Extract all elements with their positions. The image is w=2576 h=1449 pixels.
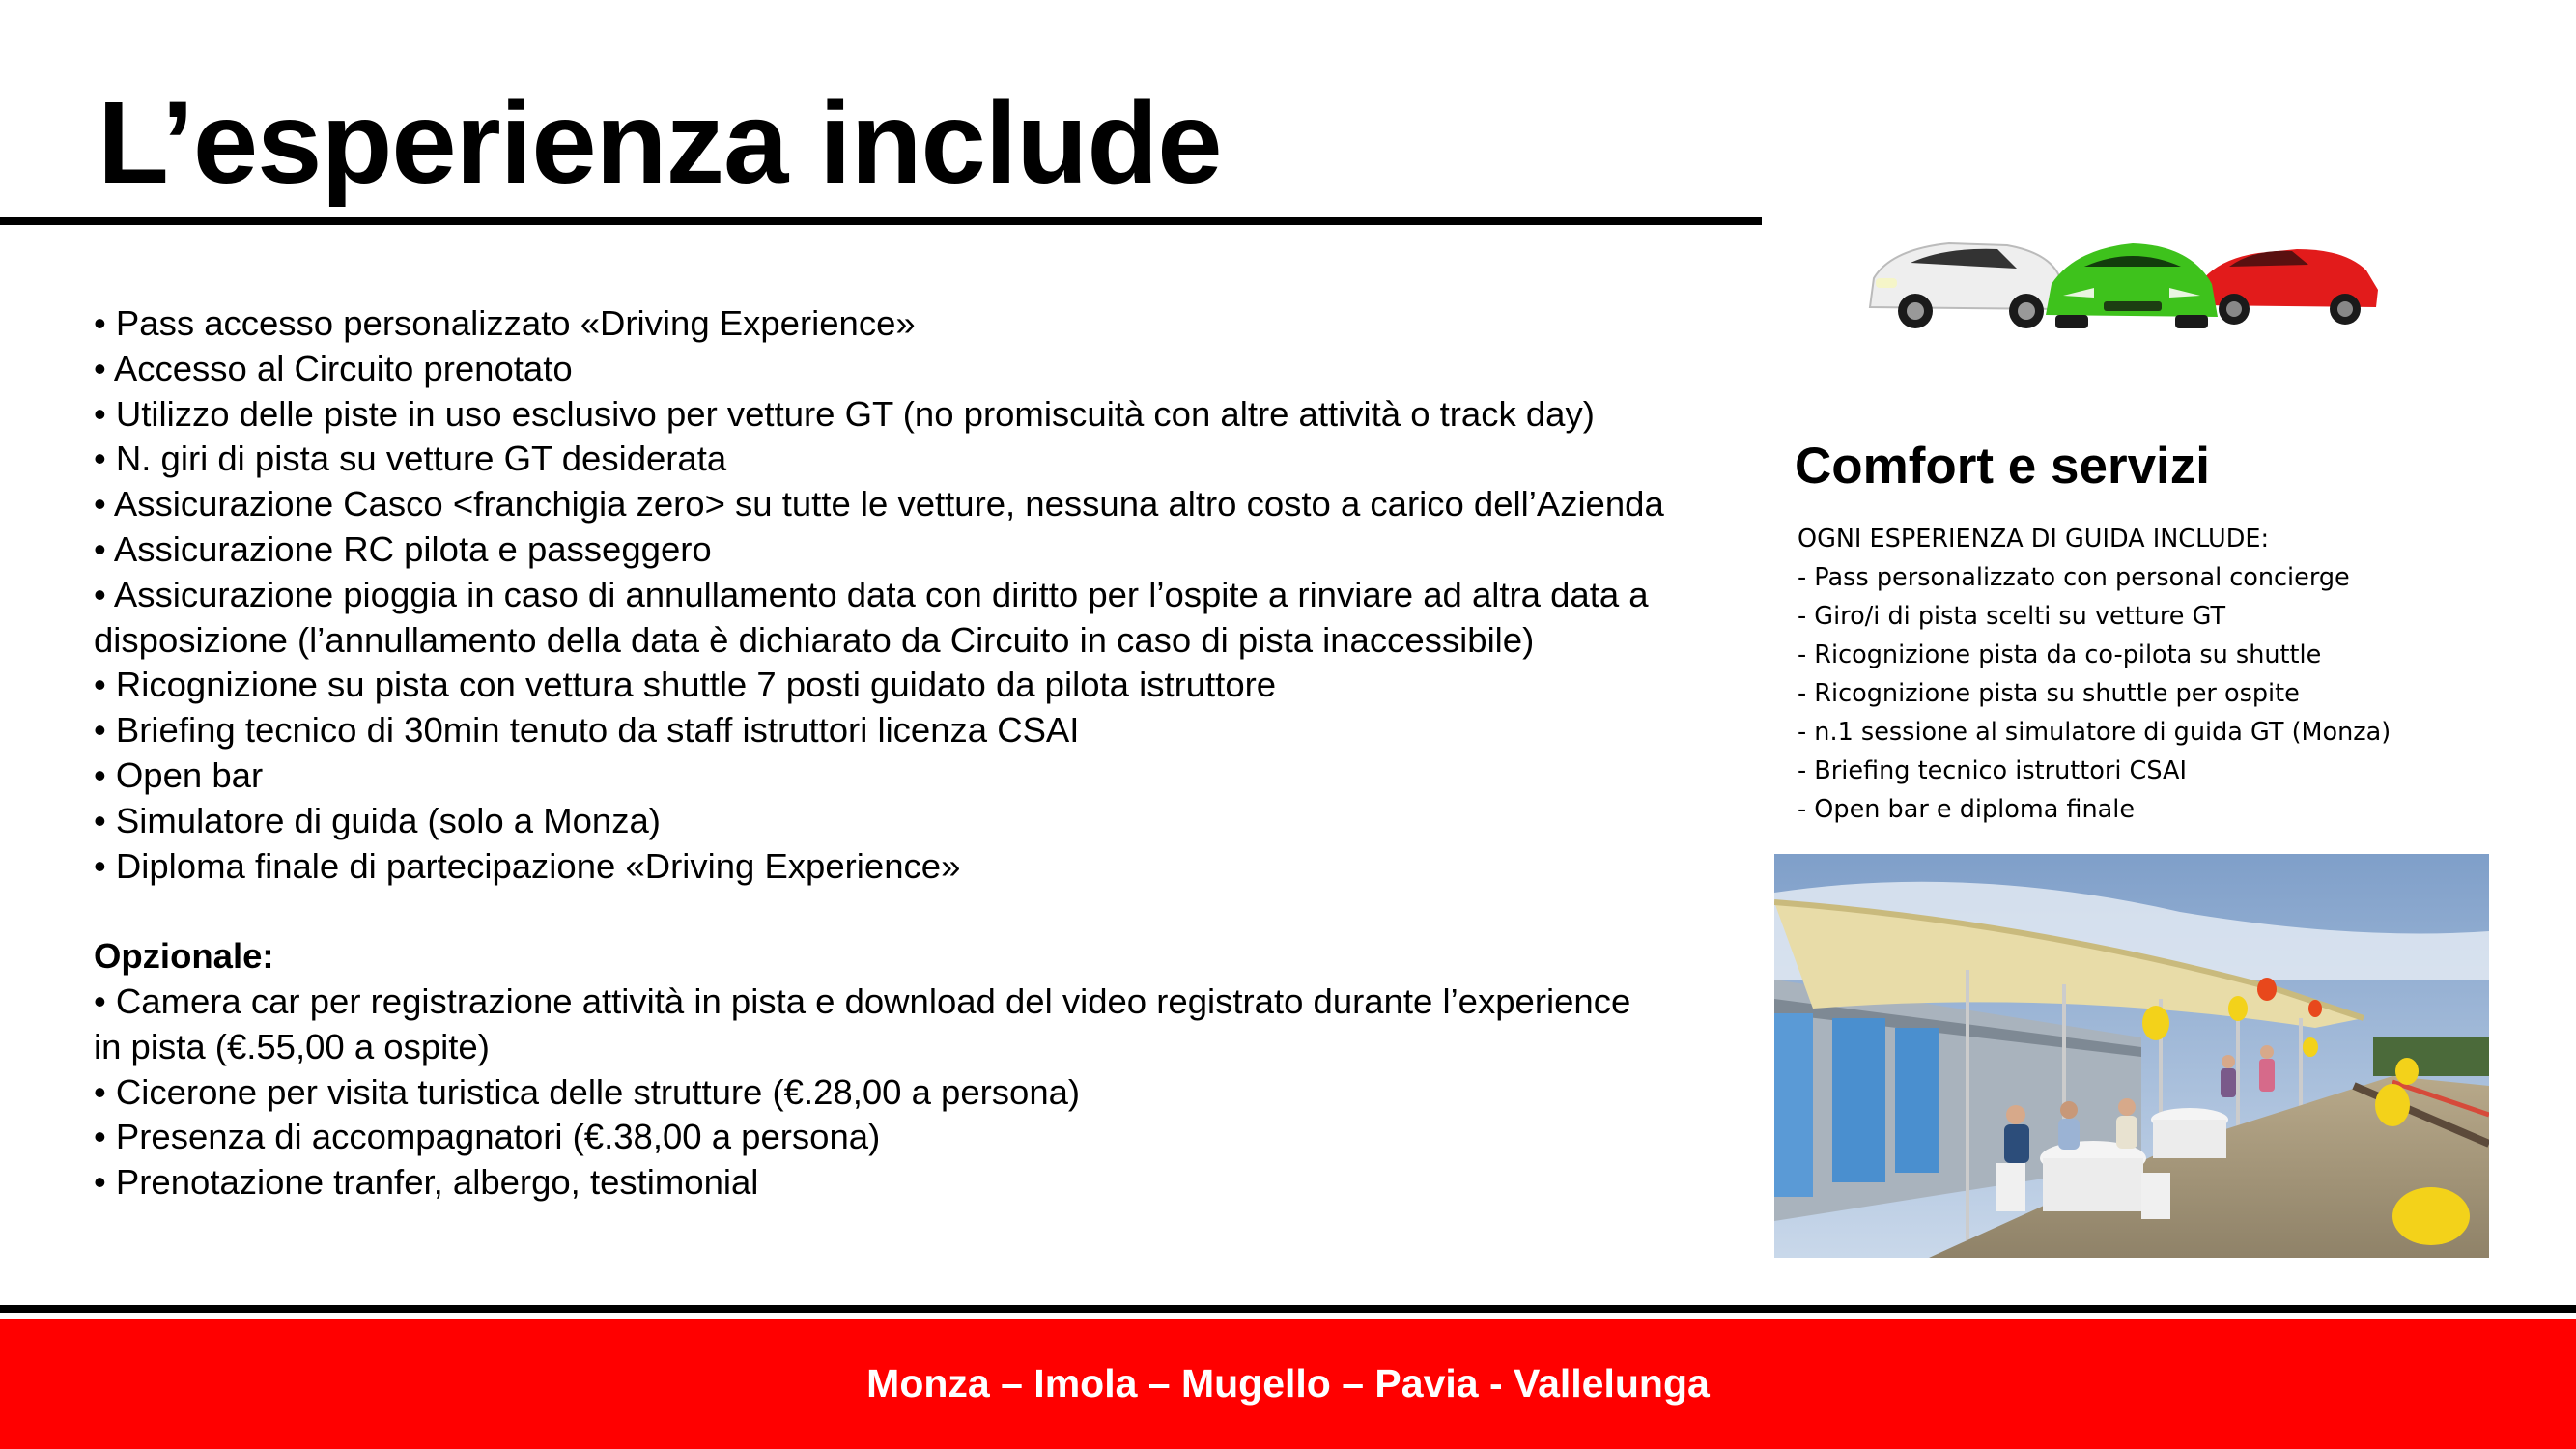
red-car-icon — [2198, 249, 2378, 325]
footer-divider — [0, 1305, 2576, 1313]
list-item: • Pass accesso personalizzato «Driving Experience» — [94, 303, 916, 343]
footer-banner — [0, 1319, 2576, 1449]
optional-item: • Cicerone per visita turistica delle strutture (€.28,00 a persona) — [94, 1071, 1081, 1112]
comfort-item: - Open bar e diploma finale — [1798, 795, 2136, 824]
page-title: L’esperienza include — [98, 76, 1222, 208]
optional-item-continuation: in pista (€.55,00 a ospite) — [94, 1026, 490, 1066]
optional-item: • Camera car per registrazione attività in pista e download del video registrato durante l’experience — [94, 980, 1631, 1021]
title-divider — [0, 217, 1762, 225]
comfort-item: - Pass personalizzato con personal concierge — [1798, 563, 2350, 592]
list-item: • Ricognizione su pista con vettura shuttle 7 posti guidato da pilota istruttore — [94, 665, 1277, 705]
comfort-item: - Briefing tecnico istruttori CSAI — [1798, 756, 2187, 785]
spacer — [94, 889, 1755, 934]
list-item: • Briefing tecnico di 30min tenuto da staff istruttori licenza CSAI — [94, 710, 1080, 751]
green-car-icon — [2046, 243, 2218, 328]
list-item: • Diploma finale di partecipazione «Driving Experience» — [94, 845, 961, 886]
comfort-item: - Ricognizione pista da co-pilota su shuttle — [1798, 640, 2322, 669]
optional-item: • Prenotazione tranfer, albergo, testimonial — [94, 1162, 759, 1203]
comfort-heading: Comfort e servizi — [1795, 438, 2211, 495]
sports-cars-image — [1862, 220, 2393, 336]
list-item-continuation: disposizione (l’annullamento della data è dichiarato da Circuito in caso di pista inaccessibile) — [94, 619, 1535, 660]
list-item: • Accesso al Circuito prenotato — [94, 348, 573, 388]
comfort-list — [1798, 520, 2474, 829]
list-item: • N. giri di pista su vetture GT desiderata — [94, 439, 727, 479]
list-item: • Open bar — [94, 754, 264, 795]
list-item: • Assicurazione RC pilota e passeggero — [94, 528, 712, 569]
optional-item: • Presenza di accompagnatori (€.38,00 a persona) — [94, 1117, 881, 1157]
list-item: • Assicurazione pioggia in caso di annullamento data con diritto per l’ospite a rinviare ad altra data a — [94, 574, 1649, 614]
list-item: • Utilizzo delle piste in uso esclusivo per vetture GT (no promiscuità con altre attività o track day) — [94, 393, 1595, 434]
footer-circuits: Monza – Imola – Mugello – Pavia - Vallelunga — [866, 1361, 1710, 1406]
hospitality-terrace-photo — [1774, 854, 2489, 1258]
list-item: • Simulatore di guida (solo a Monza) — [94, 800, 661, 840]
comfort-intro: OGNI ESPERIENZA DI GUIDA INCLUDE: — [1798, 525, 2270, 554]
comfort-item: - Ricognizione pista su shuttle per ospite — [1798, 679, 2300, 708]
included-list — [94, 301, 1755, 1206]
list-item: • Assicurazione Casco <franchigia zero> su tutte le vetture, nessuna altro costo a carico dell’Azienda — [94, 484, 1664, 525]
comfort-item: - Giro/i di pista scelti su vetture GT — [1798, 602, 2226, 631]
optional-heading: Opzionale: — [94, 936, 274, 977]
white-car-icon — [1870, 243, 2063, 328]
comfort-item: - n.1 sessione al simulatore di guida GT (Monza) — [1798, 718, 2392, 747]
